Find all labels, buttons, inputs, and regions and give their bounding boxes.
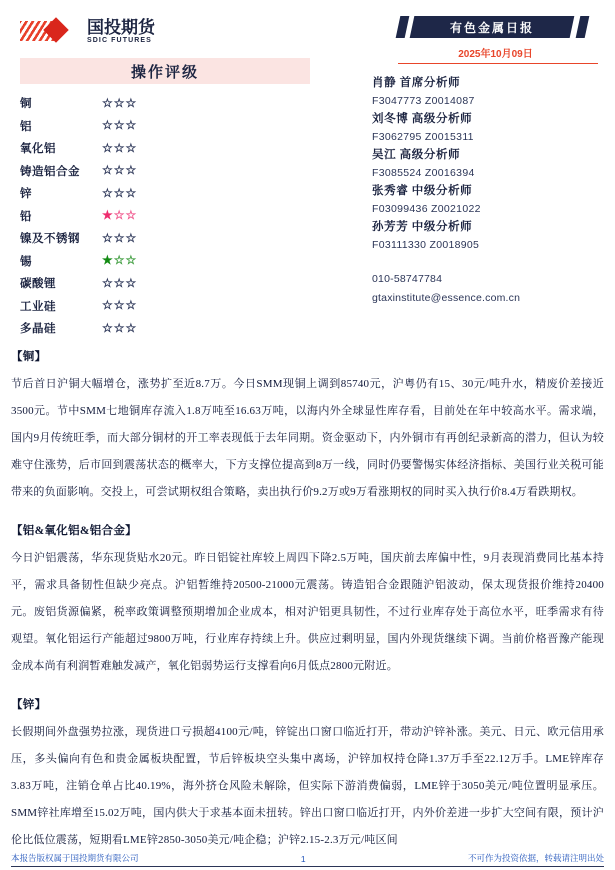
star-empty-icon: ☆ [102,163,114,178]
rating-stars [102,96,137,111]
analyst-name: 刘冬博 高级分析师 [372,113,473,125]
analyst-name: 吴江 高级分析师 [372,149,461,161]
report-title-banner [398,16,593,38]
star-empty-icon: ☆ [113,298,126,313]
rating-metal-name: 工业硅 [20,300,56,313]
analyst-name: 肖静 首席分析师 [372,77,461,89]
rating-row [20,92,330,115]
rating-metal-name: 铝 [20,120,32,133]
section-paragraph: 长假期间外盘强势拉涨，现货进口亏损超4100元/吨，锌锭出口窗口临近打开，带动沪锌补涨。美元、日元、欧元信用承压，多头偏向有色和贵金属板块配置，节后锌板块空头集中离场，沪锌加权持仓降1.37万手至22.12万手。LME锌库存3.83万吨，注销仓单占比40.19%，海外挤仓风险未解除，但实际下游消费偏弱，LME锌于3050美元/吨位置明显承压。SMM锌社库增至15.02万吨，国内供大于求基本面未扭转。锌出口窗口临近打开，内外价差进一步扩大空间有限，预计沪伦比低位震荡，短期看LME锌2850-3050美元/吨企稳；沪锌2.15-2.3万元/吨区间 [11,726,604,846]
rating-stars [102,141,137,156]
rating-row [20,182,330,205]
star-empty-icon: ☆ [113,253,126,268]
rating-row [20,250,330,273]
rating-row [20,137,330,160]
footer-divider [11,866,604,867]
star-empty-icon: ☆ [102,95,114,110]
star-empty-icon: ☆ [102,320,114,335]
rating-row [20,205,330,228]
star-empty-icon: ☆ [113,208,126,223]
rating-row [20,160,330,183]
star-empty-icon: ☆ [113,163,126,178]
star-empty-icon: ☆ [125,253,138,268]
report-title-text: 有色金属日报 [449,20,534,35]
star-empty-icon: ☆ [113,185,126,200]
star-empty-icon: ☆ [125,230,138,245]
rating-stars [102,298,137,313]
report-body [0,348,615,854]
section-paragraph: 今日沪铝震荡，华东现货贴水20元。昨日铝锭社库较上周四下降2.5万吨，国庆前去库偏中性，9月表现消费同比基本持平，需求具备韧性但缺少亮点。沪铝暂维持20500-21000元震荡。铸造铝合金跟随沪铝波动，保太现货报价维持20400元。废铝货源偏紧，税率政策调整预期增加企业成本，相对沪铝更具韧性，不过行业库存处于高位水平，旺季需求有待观望。氧化铝运行产能超过9800万吨，行业库存持续上升。供应过剩明显，国内外现货继续下调。当前价格晋豫产能现金成本尚有利润暂难触发减产，氧化铝弱势运行支撑看向6月低点2800元附近。 [11,552,604,672]
analyst-license-code: F03099436 Z0021022 [372,203,481,215]
rating-metal-name: 镍及不锈钢 [20,233,80,246]
contact-phone[interactable]: 010-58747784 [372,273,443,285]
star-empty-icon: ☆ [102,275,114,290]
rating-metal-name: 铸造铝合金 [20,165,80,178]
star-empty-icon: ☆ [113,230,126,245]
rating-stars [102,163,137,178]
rating-stars [102,186,137,201]
rating-row [20,227,330,250]
contact-email[interactable]: gtaxinstitute@essence.com.cn [372,292,521,304]
logo-company-name-en: SDIC FUTURES [87,36,152,44]
star-empty-icon: ☆ [113,118,126,133]
star-empty-icon: ☆ [102,118,114,133]
analyst-name: 孙芳芳 中级分析师 [372,221,473,233]
report-date: 2025年10月09日 [458,49,533,60]
company-logo [20,14,330,48]
analyst-list [330,75,615,308]
rating-metal-name: 锌 [20,188,32,201]
section-paragraph: 节后首日沪铜大幅增仓，涨势扩至近8.7万。今日SMM现铜上调到85740元，沪粤仍有15、30元/吨升水，精废价差接近3500元。节中SMM七地铜库存流入1.8万吨至16.63万吨，以海内外全球显性库存看，目前处在年中较高水平。需求端，国内9月传统旺季，而大部分铜材的开工率表现低于去年同期。资金驱动下，内外铜市有再创纪录新高的潜力，但认为较难守住涨势，后市回到震荡状态的概率大，下方支撑位提高到8万一线，同时仍要警惕实体经济指标、美国行业关税可能带来的负面影响。交投上，可尝试期权组合策略，卖出执行价9.2万或9万看涨期权的同时买入执行价8.4万看跌期权。 [11,378,604,498]
logo-company-name-cn: 国投期货 [87,17,155,37]
rating-metal-name: 碳酸锂 [20,278,56,291]
star-empty-icon: ☆ [125,118,138,133]
star-empty-icon: ☆ [113,95,126,110]
banner-accent-right-icon [576,16,590,38]
star-empty-icon: ☆ [102,230,114,245]
analyst-license-code: F3085524 Z0016394 [372,167,475,179]
header-left-column [0,0,330,348]
analyst-license-code: F3062795 Z0015311 [372,131,474,143]
rating-stars [102,208,137,223]
rating-stars [102,118,137,133]
rating-panel-title: 操作评级 [20,58,310,84]
star-empty-icon: ☆ [125,298,138,313]
rating-stars [102,231,137,246]
star-empty-icon: ☆ [125,95,138,110]
footer-page-number: 1 [300,854,306,864]
footer-row [11,852,604,866]
date-divider [398,63,598,64]
footer-copyright: 本报告版权属于国投期货有限公司 [11,853,139,863]
rating-stars [102,321,137,336]
rating-metal-name: 铜 [20,98,32,111]
section-title: 【铝&氧化铝&铝合金】 [11,525,137,537]
page-footer [0,852,615,870]
rating-stars [102,276,137,291]
rating-metal-name: 多晶硅 [20,323,56,336]
footer-disclaimer: 不可作为投资依据，转载请注明出处 [467,853,604,863]
star-empty-icon: ☆ [102,185,114,200]
analyst-license-code: F03111330 Z0018905 [372,239,480,251]
section-title: 【铜】 [11,351,47,363]
rating-metal-name: 铅 [20,210,32,223]
star-filled-icon: ★ [102,208,114,223]
header-right-column [330,0,615,348]
analyst-license-code: F3047773 Z0014087 [372,95,475,107]
star-empty-icon: ☆ [102,140,114,155]
star-empty-icon: ☆ [125,275,138,290]
rating-stars [102,253,137,268]
star-filled-icon: ★ [102,253,114,268]
star-empty-icon: ☆ [125,320,138,335]
star-empty-icon: ☆ [125,140,138,155]
star-empty-icon: ☆ [113,275,126,290]
logo-mark-icon [20,18,82,44]
section-title: 【锌】 [11,699,47,711]
rating-row [20,272,330,295]
star-empty-icon: ☆ [125,185,138,200]
report-header [0,0,615,348]
banner-accent-left-icon [396,16,410,38]
rating-metal-name: 氧化铝 [20,143,56,156]
rating-row [20,295,330,318]
logo-text [87,19,155,44]
rating-row [20,115,330,138]
star-empty-icon: ☆ [113,140,126,155]
analyst-name: 张秀睿 中级分析师 [372,185,473,197]
star-empty-icon: ☆ [113,320,126,335]
star-empty-icon: ☆ [102,298,114,313]
rating-list [20,92,330,340]
rating-row [20,317,330,340]
star-empty-icon: ☆ [125,163,138,178]
rating-metal-name: 锡 [20,255,32,268]
star-empty-icon: ☆ [125,208,138,223]
